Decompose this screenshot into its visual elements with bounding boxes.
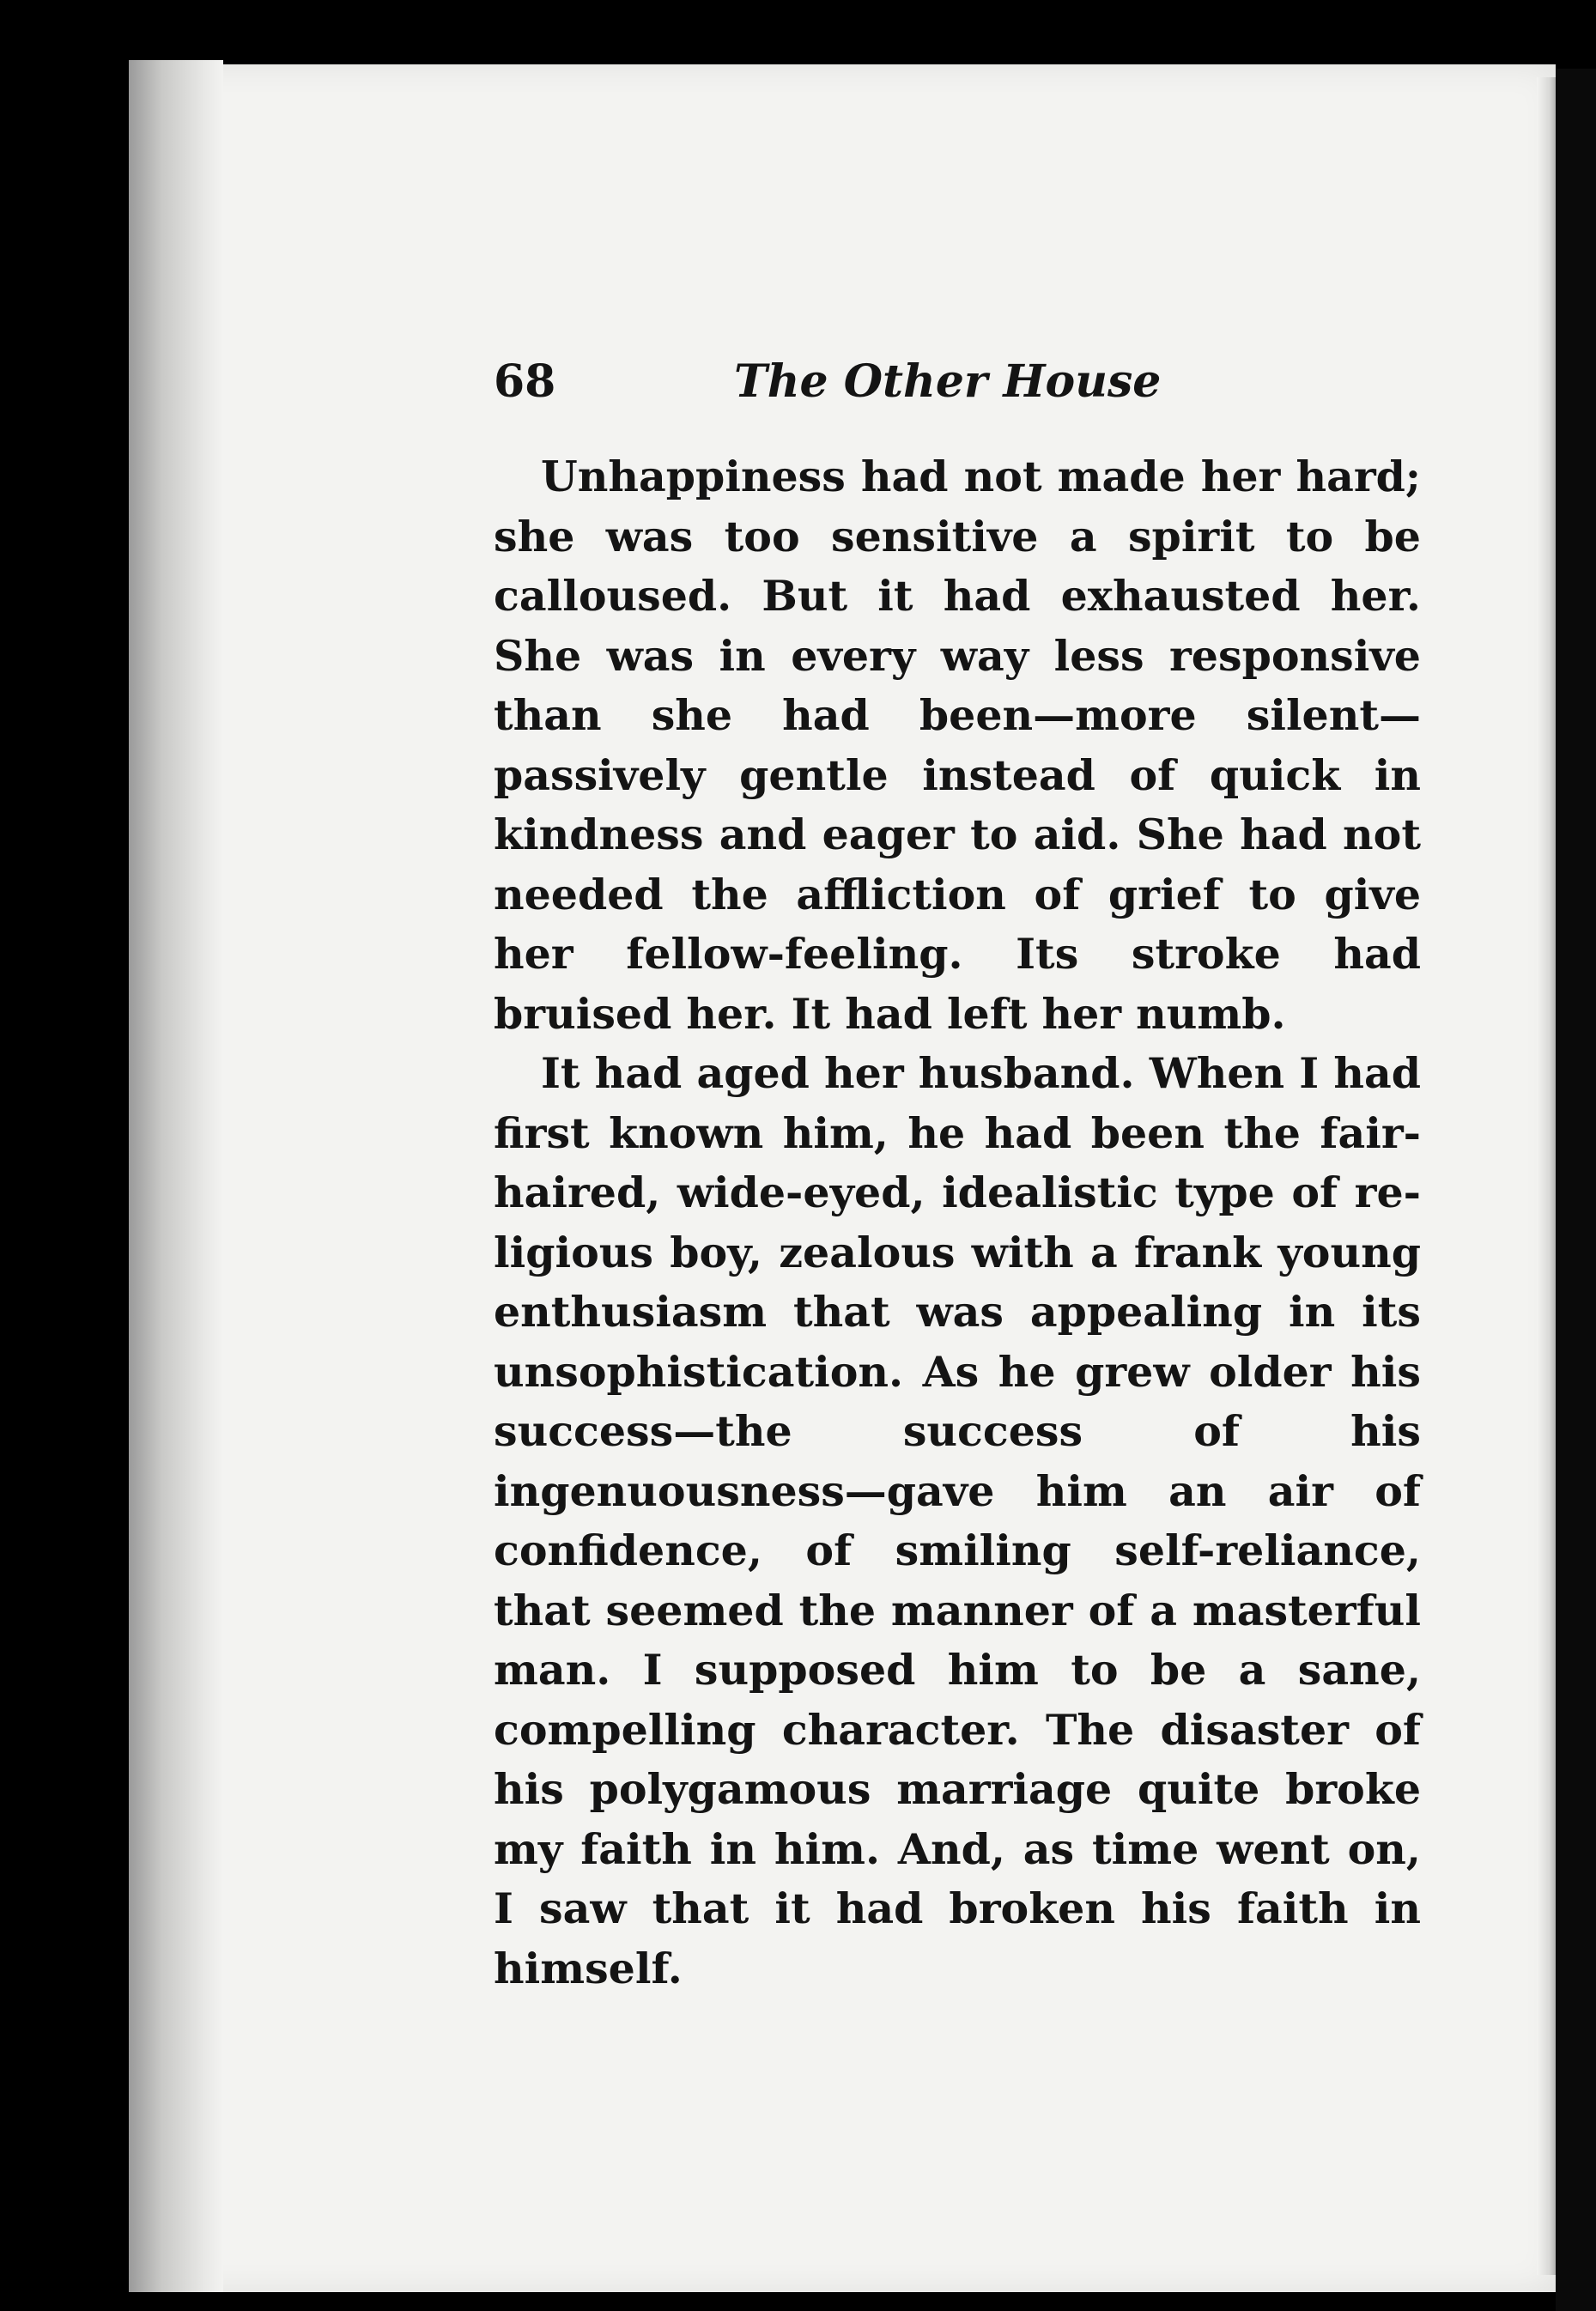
page-binding-edge [129, 60, 223, 2292]
text-block [494, 348, 1421, 1999]
book-cover-edge [1556, 69, 1596, 2311]
page-number: 68 [494, 355, 556, 408]
running-head [494, 348, 1421, 416]
paragraph-1: Unhappiness had not made her hard; she was too sensitive a spirit to be calloused. But it had exhausted her. She was in every way less responsive than she had been—more silent—passively gentle instead of quick in kindness and eager to aid. She had not needed the affliction of grief to give her fellow-feeling. Its stroke had bruised her. It had left her numb. [494, 452, 1421, 1039]
paragraph-2: It had aged her husband. When I had first known him, he had been the fair-haired, wide-eyed, idealistic type of religious boy, zealous with a frank young enthusiasm that was appealing in its unsophistication. As he grew older his success—the success of his ingenuousness—gave him an air of confidence, of smiling self-reliance, that seemed the manner of a masterful man. I supposed him to be a sane, compelling character. The disaster of his polygamous marriage quite broke my faith in him. And, as time went on, I saw that it had broken his faith in himself. [494, 1048, 1421, 1993]
running-title: The Other House [734, 355, 1162, 408]
